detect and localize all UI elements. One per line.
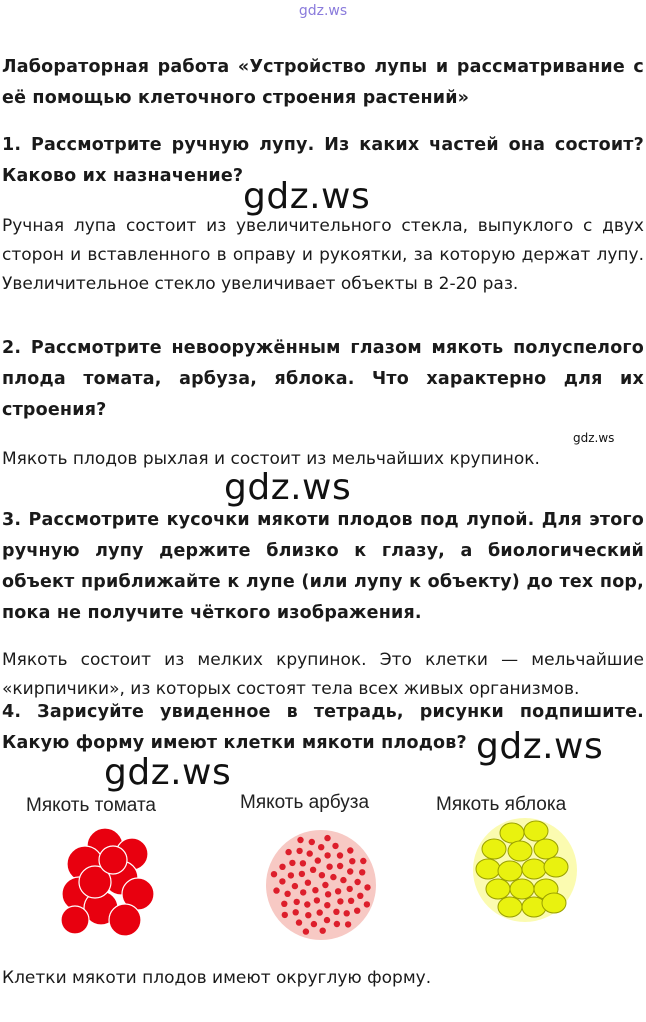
watermelon-seed-dot	[325, 891, 331, 897]
watermelon-seed-dot	[279, 878, 285, 884]
watermelon-seed-dot	[364, 884, 370, 890]
apple-cell	[476, 859, 500, 879]
watermelon-seed-dot	[314, 897, 320, 903]
apple-flesh-drawing	[470, 815, 580, 925]
apple-cell	[508, 841, 532, 861]
apple-cell	[542, 893, 566, 913]
watermelon-seed-dot	[309, 839, 315, 845]
watermelon-seed-dot	[337, 863, 343, 869]
watermark-gdz-3: gdz.ws	[476, 726, 604, 767]
watermelon-seed-dot	[319, 872, 325, 878]
apple-cell	[544, 857, 568, 877]
watermelon-seed-dot	[340, 877, 346, 883]
apple-cell	[522, 859, 546, 879]
watermelon-seed-dot	[345, 921, 351, 927]
watermelon-seed-dot	[330, 874, 336, 880]
watermelon-seed-dot	[289, 860, 295, 866]
watermelon-seed-dot	[332, 843, 338, 849]
watermelon-seed-dot	[333, 909, 339, 915]
watermelon-seed-dot	[310, 867, 316, 873]
watermelon-seed-dot	[282, 912, 288, 918]
watermelon-seed-dot	[317, 909, 323, 915]
watermelon-seed-dot	[304, 901, 310, 907]
watermelon-seed-dot	[297, 837, 303, 843]
answer-2: Мякоть плодов рыхлая и состоит из мельчайших крупинок.	[2, 449, 540, 469]
apple-cell	[482, 839, 506, 859]
tomato-cell	[99, 846, 127, 874]
watermelon-seed-dot	[320, 928, 326, 934]
watermelon-seed-dot	[303, 928, 309, 934]
answer-4-conclusion: Клетки мякоти плодов имеют округлую форму.	[2, 968, 432, 988]
apple-cell	[498, 861, 522, 881]
watermelon-seed-dot	[296, 848, 302, 854]
watermelon-seed-dot	[300, 889, 306, 895]
watermelon-seed-dot	[312, 887, 318, 893]
watermelon-seed-dot	[324, 835, 330, 841]
watermelon-seed-dot	[285, 849, 291, 855]
apple-cell	[510, 879, 534, 899]
tomato-cell	[109, 904, 141, 936]
watermelon-seed-dot	[307, 850, 313, 856]
watermelon-seed-dot	[305, 880, 311, 886]
watermelon-seed-dot	[337, 898, 343, 904]
watermelon-seed-dot	[273, 887, 279, 893]
caption-tomato: Мякоть томата	[26, 795, 156, 816]
watermelon-seed-dot	[311, 921, 317, 927]
watermelon-seed-dot	[271, 871, 277, 877]
watermelon-seed-dot	[279, 864, 285, 870]
watermelon-seed-dot	[337, 852, 343, 858]
tomato-cell	[61, 906, 89, 934]
watermelon-flesh-drawing	[264, 828, 378, 942]
tomato-flesh-drawing	[55, 820, 165, 940]
watermelon-seed-dot	[348, 898, 354, 904]
watermelon-seed-dot	[347, 886, 353, 892]
watermelon-seed-dot	[324, 917, 330, 923]
watermelon-seed-dot	[324, 852, 330, 858]
answer-1: Ручная лупа состоит из увеличительного стекла, выпуклого с двух сторон и вставленного в оправу и рукоятки, за которую держат лупу. Увеличительное стекло увеличивает объекты в 2-20 раз.	[2, 216, 644, 294]
site-watermark-top: gdz.ws	[298, 3, 348, 19]
watermelon-seed-dot	[322, 882, 328, 888]
apple-cell	[524, 821, 548, 841]
watermelon-seed-dot	[354, 908, 360, 914]
question-2: 2. Рассмотрите невооружённым глазом мякоть полуспелого плода томата, арбуза, яблока. Что характерно для их строения?	[2, 338, 644, 420]
apple-cell	[534, 839, 558, 859]
watermelon-seed-dot	[360, 858, 366, 864]
watermark-gdz-2: gdz.ws	[224, 467, 352, 508]
watermelon-seed-dot	[300, 860, 306, 866]
tomato-cell-cluster	[61, 828, 154, 936]
watermark-gdz-small: gdz.ws	[573, 431, 615, 445]
question-1: 1. Рассмотрите ручную лупу. Из каких частей она состоит? Каково их назначение?	[2, 135, 644, 186]
watermelon-seed-dot	[347, 868, 353, 874]
apple-cell	[500, 823, 524, 843]
watermelon-seed-dot	[305, 912, 311, 918]
watermelon-seed-dot	[349, 858, 355, 864]
watermelon-seed-dot	[335, 888, 341, 894]
watermark-gdz-4: gdz.ws	[104, 752, 232, 793]
watermelon-seed-dot	[284, 891, 290, 897]
watermelon-seed-dot	[364, 901, 370, 907]
watermelon-seed-dot	[293, 909, 299, 915]
watermelon-seed-dot	[299, 871, 305, 877]
watermelon-seed-dot	[334, 921, 340, 927]
watermark-gdz-1: gdz.ws	[243, 176, 371, 217]
watermelon-seed-dot	[326, 864, 332, 870]
watermelon-seed-dot	[347, 847, 353, 853]
watermelon-seed-dot	[292, 883, 298, 889]
caption-watermelon: Мякоть арбуза	[240, 792, 370, 813]
watermelon-seed-dot	[281, 901, 287, 907]
apple-cell	[498, 897, 522, 917]
question-4: 4. Зарисуйте увиденное в тетрадь, рисунки подпишите. Какую форму имеют клетки мякоти плодов?	[2, 702, 644, 753]
caption-apple: Мякоть яблока	[436, 794, 567, 815]
answer-3: Мякоть состоит из мелких крупинок. Это клетки — мельчайшие «кирпичики», из которых состоят тела всех живых организмов.	[2, 650, 644, 699]
watermelon-seed-dot	[288, 872, 294, 878]
watermelon-seed-dot	[344, 910, 350, 916]
watermelon-seed-dot	[324, 902, 330, 908]
question-3: 3. Рассмотрите кусочки мякоти плодов под лупой. Для этого ручную лупу держите близко к глазу, а биологический объект приближайте к лупе (или лупу к объекту) до тех пор, пока не получите чёткого изображения.	[2, 510, 644, 623]
watermelon-seed-dot	[315, 857, 321, 863]
page-title: Лабораторная работа «Устройство лупы и рассматривание с её помощью клеточного строения растений»	[2, 57, 644, 108]
watermelon-seed-dot	[357, 893, 363, 899]
apple-cell	[486, 879, 510, 899]
watermelon-seed-dot	[359, 869, 365, 875]
watermelon-seed-dot	[294, 899, 300, 905]
watermelon-seed-dot	[318, 844, 324, 850]
watermelon-seed-dot	[296, 919, 302, 925]
watermelon-seed-dot	[354, 879, 360, 885]
